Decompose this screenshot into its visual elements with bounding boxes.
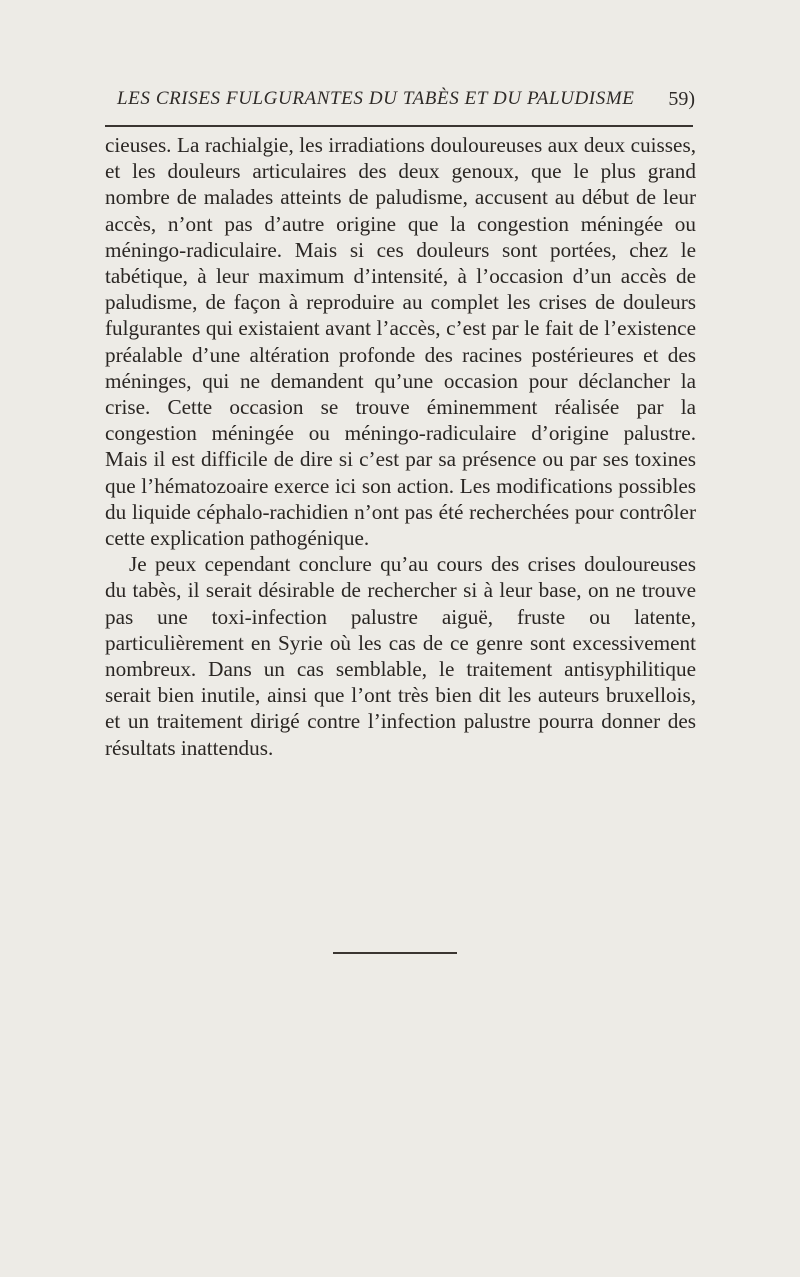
running-title: LES CRISES FULGURANTES DU TABÈS ET DU PALUDISME (117, 88, 635, 109)
page-number: 59) (668, 88, 695, 110)
closing-rule (333, 952, 457, 954)
running-head (105, 88, 695, 116)
paragraph: cieuses. La rachialgie, les irradiations douloureuses aux deux cuisses, et les douleurs articulaires des deux genoux, que le plus grand nombre de malades atteints de paludisme, accusent au début de leur accès, n’ont pas d’autre origine que la congestion méningée ou méningo-radiculaire. Mais si ces douleurs sont portées, chez le tabétique, à leur maximum d’intensité, à l’occasion d’un accès de paludisme, de façon à reproduire au complet les crises de douleurs fulgurantes qui existaient avant l’accès, c’est par le fait de l’existence préalable d’une altération profonde des racines postérieures et des méninges, qui ne demandent qu’une occasion pour déclancher la crise. Cette occasion se trouve éminemment réalisée par la congestion méningée ou méningo-radiculaire d’origine palustre. Mais il est difficile de dire si c’est par sa présence ou par ses toxines que l’hématozoaire exerce ici son action. Les modifications possibles du liquide céphalo-rachidien n’ont pas été recherchées pour contrôler cette explication pathogénique. (105, 133, 696, 551)
paragraph: Je peux cependant conclure qu’au cours des crises douloureuses du tabès, il serait désirable de rechercher si à leur base, on ne trouve pas une toxi-infection palustre aiguë, fruste ou latente, particulièrement en Syrie où les cas de ce genre sont excessivement nombreux. Dans un cas semblable, le traitement antisyphilitique serait bien inutile, ainsi que l’ont très bien dit les auteurs bruxellois, et un traitement dirigé contre l’infection palustre pourra donner des résultats inattendus. (105, 552, 696, 760)
header-rule (105, 125, 693, 127)
body-text (105, 132, 696, 761)
